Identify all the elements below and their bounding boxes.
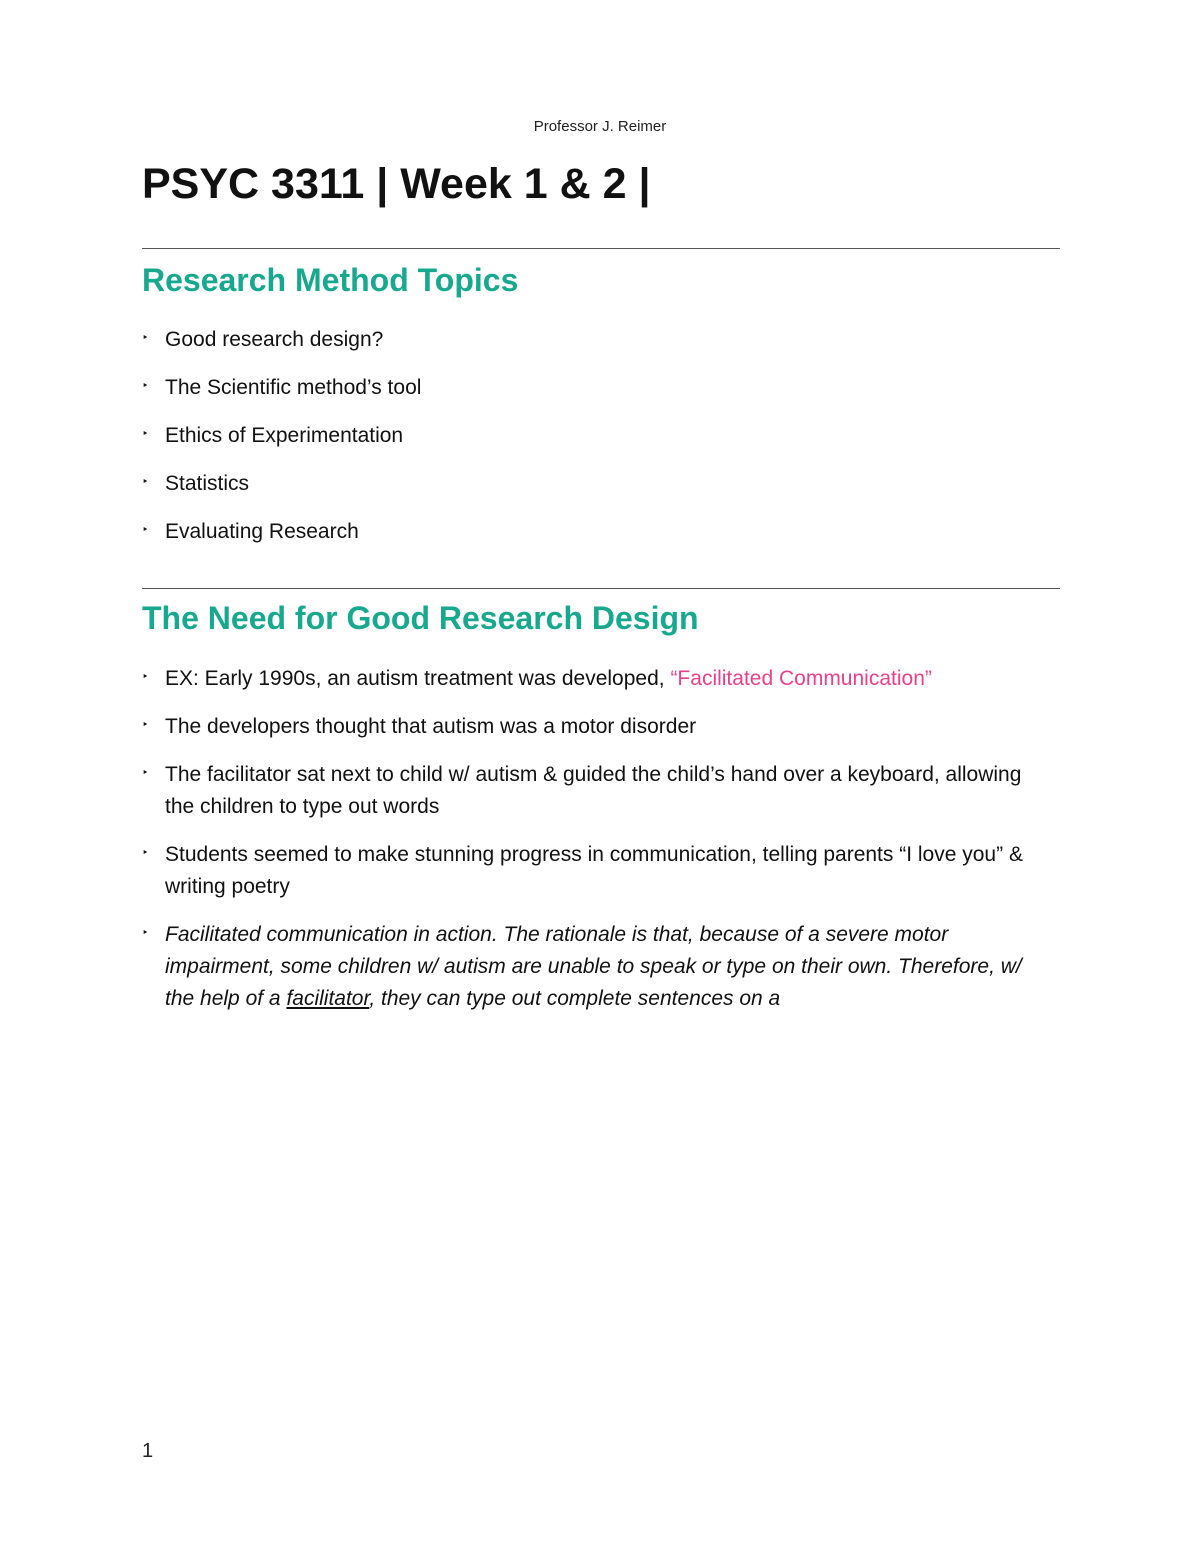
section-heading-research-method-topics: Research Method Topics [142, 262, 519, 298]
document-title: PSYC 3311 | Week 1 & 2 | [142, 160, 651, 208]
section-heading-need-for-good-research-design: The Need for Good Research Design [142, 600, 699, 636]
highlighted-term: “Facilitated Communication” [670, 667, 932, 690]
page-header-author: Professor J. Reimer [533, 118, 667, 135]
bullet-icon: ‣ [142, 428, 149, 440]
list-item [142, 372, 1042, 404]
list-item-text: , they can type out complete sentences on a [369, 987, 781, 1010]
list-item [142, 919, 1042, 1015]
bullet-icon: ‣ [142, 524, 149, 536]
list-item [142, 711, 1042, 743]
bullet-icon: ‣ [142, 927, 149, 939]
list-item [142, 759, 1042, 823]
page-number: 1 [142, 1440, 154, 1462]
bullet-icon: ‣ [142, 671, 149, 683]
list-item-text: Evaluating Research [165, 520, 359, 543]
bullet-icon: ‣ [142, 380, 149, 392]
list-item-text: The developers thought that autism was a motor disorder [165, 715, 697, 738]
list-item-text: Students seemed to make stunning progress in communication, telling parents “I love you” & writing poetry [165, 843, 1023, 898]
section-divider [142, 588, 1060, 589]
list-item [142, 468, 1042, 500]
bullet-icon: ‣ [142, 767, 149, 779]
bullet-icon: ‣ [142, 476, 149, 488]
bullet-icon: ‣ [142, 847, 149, 859]
list-item-text: Statistics [165, 472, 250, 495]
bullet-icon: ‣ [142, 332, 149, 344]
list-item [142, 420, 1042, 452]
list-item-text: Ethics of Experimentation [165, 424, 404, 447]
research-topics-list [142, 324, 1042, 564]
section-divider [142, 248, 1060, 249]
list-item [142, 324, 1042, 356]
list-item-text: The facilitator sat next to child w/ autism & guided the child’s hand over a keyboard, allowing the children to type out words [165, 763, 1022, 818]
list-item [142, 839, 1042, 903]
list-item-text: Facilitated communication in action. The rationale is that, because of a severe motor impairment, some children w/ autism are unable to speak or type on their own. Therefore, w/ the help of a [165, 923, 1022, 1010]
bullet-icon: ‣ [142, 719, 149, 731]
list-item-text: Good research design? [165, 328, 384, 351]
list-item [142, 663, 1042, 695]
list-item-text: EX: Early 1990s, an autism treatment was developed, [165, 667, 671, 690]
list-item-text: The Scientific method’s tool [165, 376, 422, 399]
list-item [142, 516, 1042, 548]
underlined-term: facilitator [286, 987, 370, 1010]
research-design-list [142, 663, 1042, 1031]
